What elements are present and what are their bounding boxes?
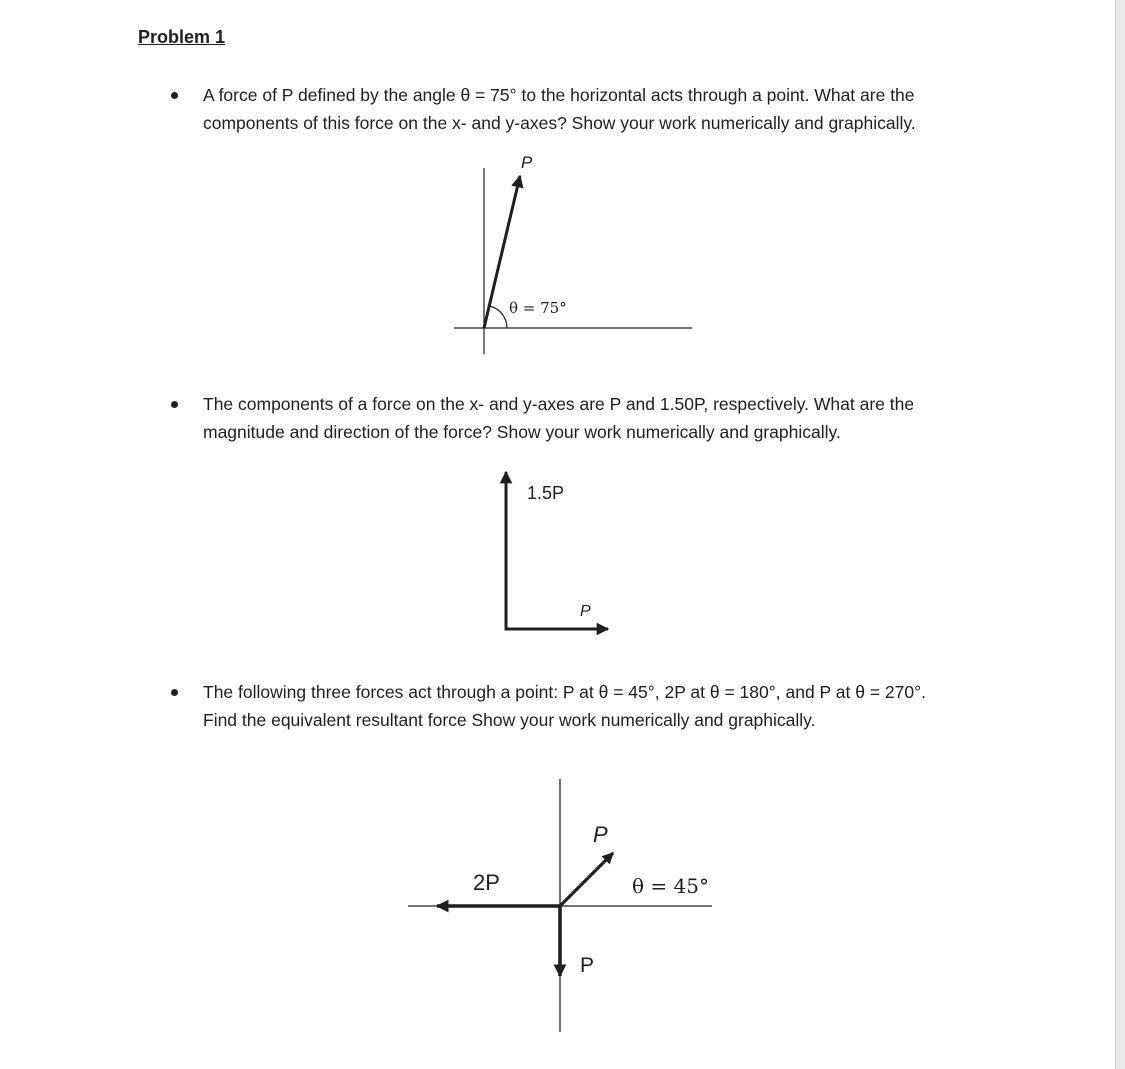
force-2p-label: 2P	[473, 870, 500, 895]
figure-1-force-angle	[454, 153, 692, 354]
text-line: Find the equivalent resultant force Show your work numerically and graphically.	[203, 710, 816, 730]
force-p270-label: P	[580, 954, 595, 977]
figure-3-three-forces	[408, 779, 712, 1032]
x-component-label: P	[580, 603, 591, 620]
angle-label: θ = 75°	[509, 299, 567, 317]
force-p45-label: P	[593, 822, 608, 847]
text-line: components of this force on the x- and y-axes? Show your work numerically and graphically.	[203, 113, 916, 133]
problem-title: Problem 1	[138, 27, 226, 47]
force-p45-arrow	[560, 853, 613, 906]
bullet-2	[171, 401, 178, 408]
text-line: The following three forces act through a point: P at θ = 45°, 2P at θ = 180°, and P at θ = 270°.	[203, 682, 926, 702]
figure-2-components	[505, 472, 608, 630]
y-component-label: 1.5P	[527, 483, 565, 503]
text-line: A force of P defined by the angle θ = 75° to the horizontal acts through a point. What are the	[203, 85, 915, 105]
text-line: magnitude and direction of the force? Show your work numerically and graphically.	[203, 422, 841, 442]
angle-arc	[490, 306, 507, 328]
problem-1c-text	[203, 678, 993, 734]
force-p-label: P	[521, 153, 533, 172]
angle-45-label: θ = 45°	[632, 874, 709, 898]
bullet-3	[171, 689, 178, 696]
problem-1b-text	[203, 390, 993, 446]
text-line: The components of a force on the x- and y-axes are P and 1.50P, respectively. What are the	[203, 394, 915, 414]
